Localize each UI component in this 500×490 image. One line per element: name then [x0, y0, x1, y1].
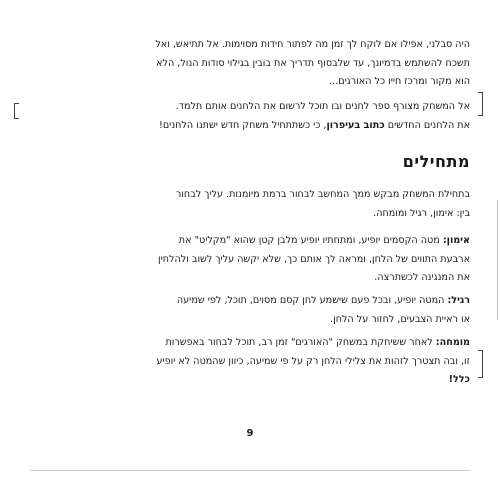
intro-line-1: היה סבלני, אפילו אם לוקח לך זמן מה לפתור חידות מסוימות. אל תתיאש, ואל [155, 39, 470, 50]
expert-label: מומחה: [435, 337, 470, 348]
left-margin-bracket [14, 103, 19, 119]
expert-line-3 [40, 371, 470, 390]
right-margin-bracket-top [478, 92, 483, 116]
difficulty-line-2: בין: אימון, רגיל ומומחה. [373, 207, 470, 219]
normal-line-1 [40, 292, 470, 311]
training-label: אימון: [442, 235, 470, 246]
notebook-line-2 [40, 117, 470, 136]
page-number: 9 [246, 428, 254, 439]
intro-line-2: תשכח להשתמש בדמיונך, עד שלבסוף תדריך את בובין בגילוי סודות הנול, הלא [156, 57, 470, 69]
notebook-line-1: אל המשחק מצורף ספר לחנים ובו תוכל לרשום את הלחנים אותם תלמד. [175, 101, 470, 112]
intro-line-3: הוא מקור ומרכז חייו כל האורגים... [329, 76, 470, 87]
training-line-2: ארבעת התווים של הלחן, ומראה לך אותם כך, שלא יקשה עליך לשוב ולהלחין [158, 253, 470, 265]
difficulty-line-1: בתחילת המשחק מבקש ממך המחשב לבחור ברמת מיומנות. עליך לבחור [175, 189, 470, 200]
training-line-3: את המנגינה לכשתרצה. [374, 272, 470, 283]
notebook-line-2-end: , כי כשתתחיל משחק חדש ישתנו הלחנים! [158, 119, 327, 131]
expert-paragraph [40, 334, 470, 390]
normal-line-1-text: המטה יופיע, ובכל פעם שישמע לחן קסם מסוים, תוכל, לפי שמיעה [176, 295, 445, 306]
normal-line-2: או ראיית הצבעים, לחזור על הלחן. [330, 313, 470, 325]
expert-line-1-text: לאחר ששיחקת במשחק "האורגים" זמן רב, תוכל לבחור באפשרות [165, 337, 433, 348]
training-line-1-text: מטה הקסמים יופיע, ומתחתיו יופיע מלבן קטן שהוא "מקליט" את [178, 235, 440, 246]
expert-line-1 [40, 334, 470, 353]
notebook-line-2-start: את הלחנים החדשים [387, 119, 470, 131]
section-heading: מתחילים [402, 152, 470, 171]
expert-line-3-text: כלל! [448, 374, 470, 385]
normal-paragraph [40, 292, 470, 329]
difficulty-paragraph [40, 186, 470, 223]
training-paragraph [40, 232, 470, 288]
page-edge-line [497, 200, 498, 320]
right-margin-bracket-bottom [478, 350, 483, 378]
notebook-paragraph [40, 98, 470, 135]
intro-paragraph [40, 36, 470, 92]
normal-label: רגיל: [447, 295, 470, 306]
training-line-1 [40, 232, 470, 251]
expert-line-2: זו, ובה תצטרך לזהות את צלילי הלחן רק על פי שמיעה, כיוון שהמטה לא יופיע [156, 355, 470, 367]
pencil-emphasis: כתוב בעיפרון [326, 119, 385, 131]
bottom-scan-line [30, 470, 470, 471]
